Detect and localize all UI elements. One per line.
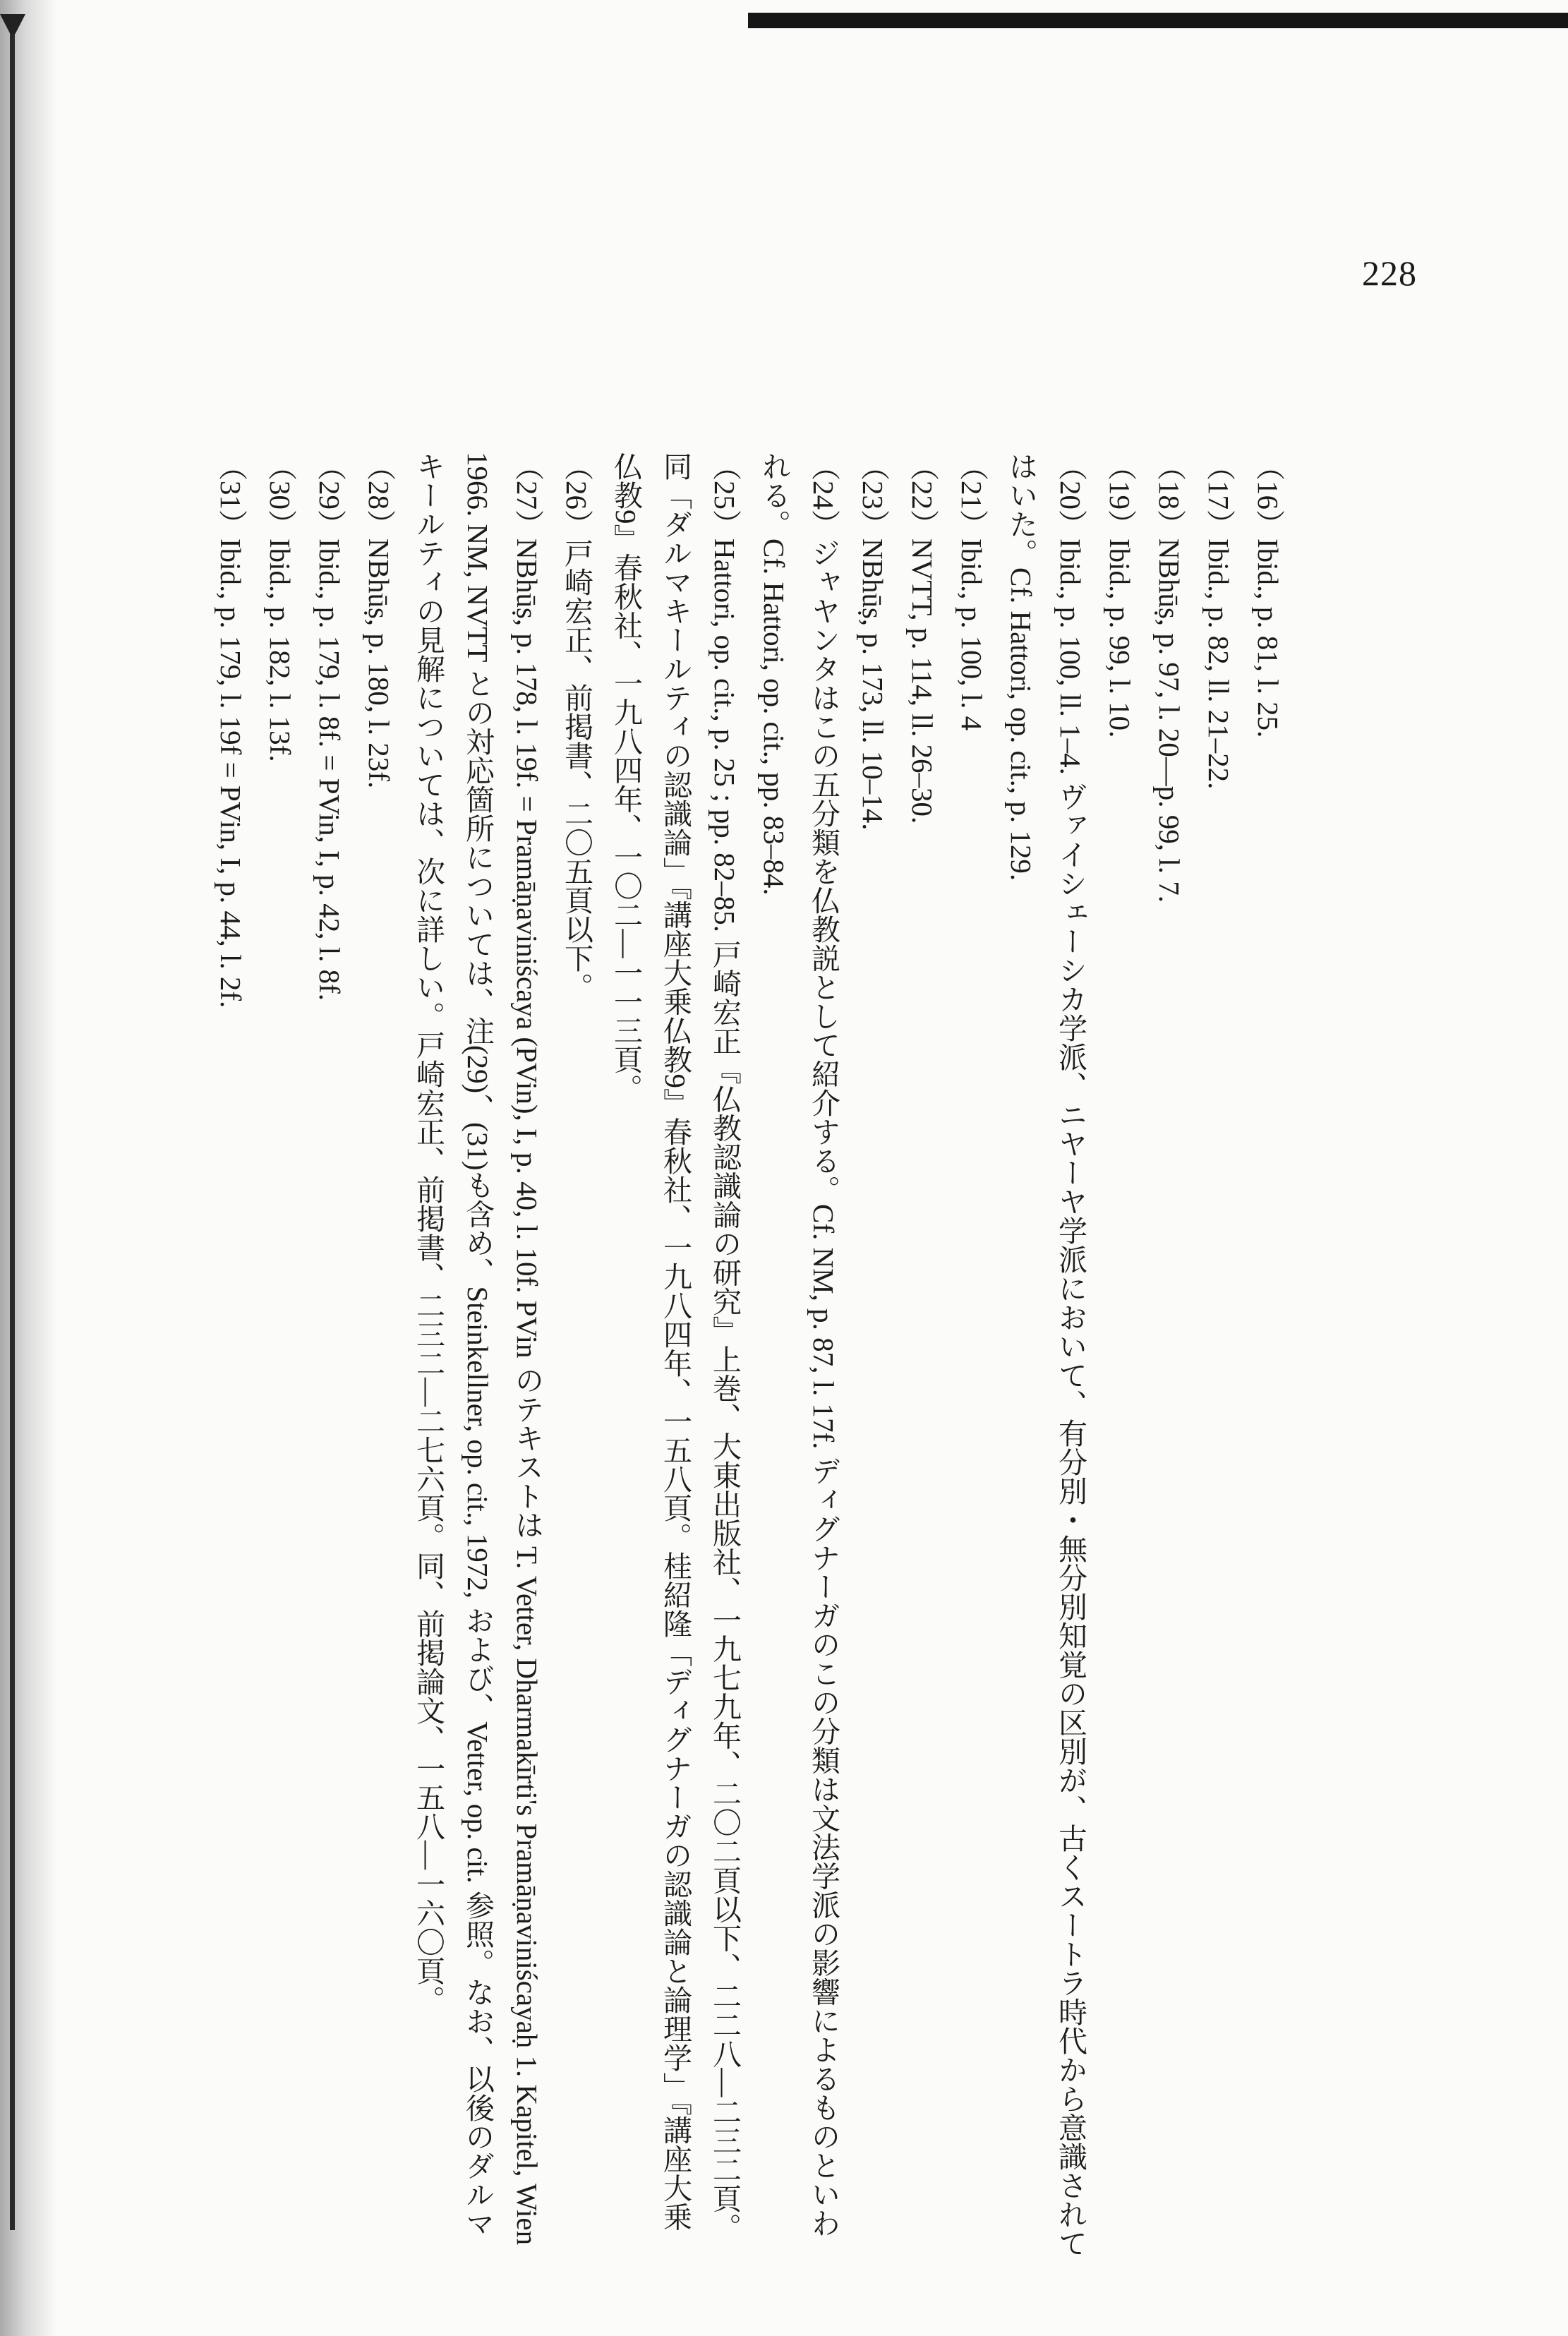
endnote (255, 452, 305, 2258)
note-text: Ibid., p. 179, l. 19f = PVin, I, p. 44, l. 2f. (215, 538, 247, 1009)
note-text: Ibid., p. 81, l. 25. (1252, 538, 1284, 738)
top-scan-rule (748, 13, 1568, 28)
note-number: （31） (215, 452, 247, 538)
endnote (206, 452, 255, 2258)
note-text: NBhūṣ, p. 180, l. 23f. (363, 538, 395, 789)
endnote (1194, 452, 1243, 2258)
note-text: Ibid., p. 182, l. 13f. (264, 538, 296, 762)
note-text: NBhūṣ, p. 173, ll. 10–14. (857, 538, 889, 831)
note-number: （16） (1252, 452, 1284, 538)
endnote (354, 452, 404, 2258)
note-number: （19） (1104, 452, 1136, 538)
note-text: Ibid., p. 179, l. 8f. = PVin, I, p. 42, l. 8f. (313, 538, 346, 1001)
note-number: （25） (708, 452, 741, 538)
note-number: （29） (313, 452, 346, 538)
note-number: （18） (1153, 452, 1186, 538)
note-text: Ibid., p. 99, l. 10. (1104, 538, 1136, 738)
page-number: 228 (1362, 253, 1417, 293)
note-number: （21） (955, 452, 988, 538)
endnote (552, 452, 601, 2258)
note-text: 戸崎宏正、前掲書、二〇五頁以下。 (560, 538, 593, 1001)
endnote (1095, 452, 1145, 2258)
note-number: （22） (906, 452, 939, 538)
endnote (996, 452, 1095, 2258)
endnote (601, 452, 749, 2258)
note-text: NBhūṣ, p. 97, l. 20—p. 99, l. 7. (1153, 538, 1186, 903)
endnote (947, 452, 996, 2258)
note-number: （24） (807, 452, 840, 538)
endnote (404, 452, 552, 2258)
book-spine-line (10, 28, 15, 2230)
note-text: ジャヤンタはこの五分類を仏教説として紹介する。Cf. NM, p. 87, l. 17f. ディグナーガのこの分類は文法学派の影響によるものといわれる。Cf. Hattori, op. cit., pp. 83–84. (758, 452, 840, 2238)
endnote (1243, 452, 1293, 2258)
note-number: （30） (264, 452, 296, 538)
note-number: （17） (1202, 452, 1235, 538)
endnotes-column (206, 452, 1293, 2258)
note-text: Ibid., p. 100, ll. 1–4. ヴァイシェーシカ学派、ニヤーヤ学派において、有分別・無分別知覚の区別が、古くスートラ時代から意識されてはいた。Cf. Hattori, op. cit., p. 129. (1005, 452, 1087, 2258)
endnote (898, 452, 947, 2258)
note-text: Ibid., p. 100, l. 4 (955, 538, 988, 731)
note-number: （23） (857, 452, 889, 538)
note-number: （26） (560, 452, 593, 538)
note-text: NVTT, p. 114, ll. 26–30. (906, 538, 939, 824)
endnote (749, 452, 848, 2258)
endnote (848, 452, 898, 2258)
endnote (1145, 452, 1194, 2258)
note-text: Ibid., p. 82, ll. 21–22. (1202, 538, 1235, 790)
note-number: （20） (1054, 452, 1087, 538)
endnote (305, 452, 354, 2258)
note-number: （27） (511, 452, 543, 538)
note-text: NBhūṣ, p. 178, l. 19f. = Pramāṇaviniścaya (PVin), I, p. 40, l. 10f. PVin のテキストは T. Vetter, Dharmakīrti's Pramāṇaviniścayaḥ 1. Kapitel, Wien 1966. NM, NVTT との対応箇所については、注(29)、(31)も含め、Steinkellner, op. cit., 1972, および、Vetter, op. cit. 参照。なお、以後のダルマキールティの見解については、次に詳しい。戸崎宏正、前掲書、二三二—二七六頁。同、前掲論文、一五八—一六〇頁。 (412, 452, 543, 2246)
note-text: Hattori, op. cit., p. 25 ; pp. 82–85. 戸崎宏正『仏教認識論の研究』上巻、大東出版社、一九七九年、二〇二頁以下、二二八—二三二頁。同「ダルマキールティの認識論」『講座大乗仏教9』春秋社、一九八四年、一五八頁。桂紹隆「ディグナーガの認識論と論理学」『講座大乗仏教9』春秋社、一九八四年、一〇二—一一三頁。 (610, 452, 741, 2242)
page-edge-shadow (0, 0, 56, 2336)
note-number: （28） (363, 452, 395, 538)
